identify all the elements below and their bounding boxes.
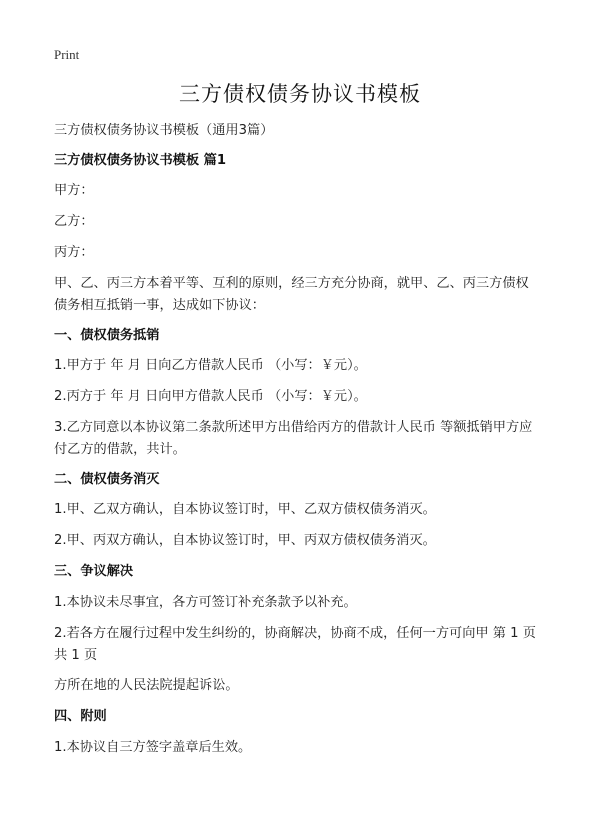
- offset-item-3-line-2: 付乙方的借款，共计。: [54, 442, 186, 457]
- heading-appendix: 四、附则: [54, 709, 107, 724]
- extinction-item-2: 2.甲、丙双方确认，自本协议签订时，甲、丙双方债权债务消灭。: [54, 533, 436, 548]
- party-b-line: 乙方：: [54, 214, 94, 229]
- print-label: Print: [54, 47, 80, 62]
- document-subtitle: 三方债权债务协议书模板（通用3篇）: [54, 123, 274, 138]
- dispute-item-1: 1.本协议未尽事宜，各方可签订补充条款予以补充。: [54, 595, 357, 610]
- dispute-item-2-line-3: 方所在地的人民法院提起诉讼。: [54, 678, 239, 693]
- dispute-item-2-line-1: 2.若各方在履行过程中发生纠纷的，协商解决，协商不成，任何一方可向甲 第 1 页: [54, 626, 536, 641]
- party-a-line: 甲方：: [54, 183, 94, 198]
- section-title: 三方债权债务协议书模板 篇1: [54, 153, 227, 168]
- offset-item-2: 2.丙方于 年 月 日向甲方借款人民币 （小写：￥元）。: [54, 389, 367, 404]
- extinction-item-1: 1.甲、乙双方确认，自本协议签订时，甲、乙双方债权债务消灭。: [54, 502, 436, 517]
- heading-dispute: 三、争议解决: [54, 564, 134, 579]
- dispute-item-2-line-2: 共 1 页: [54, 648, 98, 663]
- intro-paragraph-line-1: 甲、乙、丙三方本着平等、互利的原则，经三方充分协商，就甲、乙、丙三方债权: [54, 276, 529, 291]
- offset-item-3-line-1: 3.乙方同意以本协议第二条款所述甲方出借给丙方的借款计人民币 等额抵销甲方应: [54, 420, 533, 435]
- offset-item-1: 1.甲方于 年 月 日向乙方借款人民币 （小写：￥元）。: [54, 358, 367, 373]
- heading-offset: 一、债权债务抵销: [54, 328, 160, 343]
- appendix-item-1: 1.本协议自三方签字盖章后生效。: [54, 740, 252, 755]
- intro-paragraph-line-2: 债务相互抵销一事，达成如下协议：: [54, 298, 265, 313]
- party-c-line: 丙方：: [54, 245, 94, 260]
- document-title: 三方债权债务协议书模板: [179, 82, 421, 106]
- heading-extinction: 二、债权债务消灭: [54, 472, 160, 487]
